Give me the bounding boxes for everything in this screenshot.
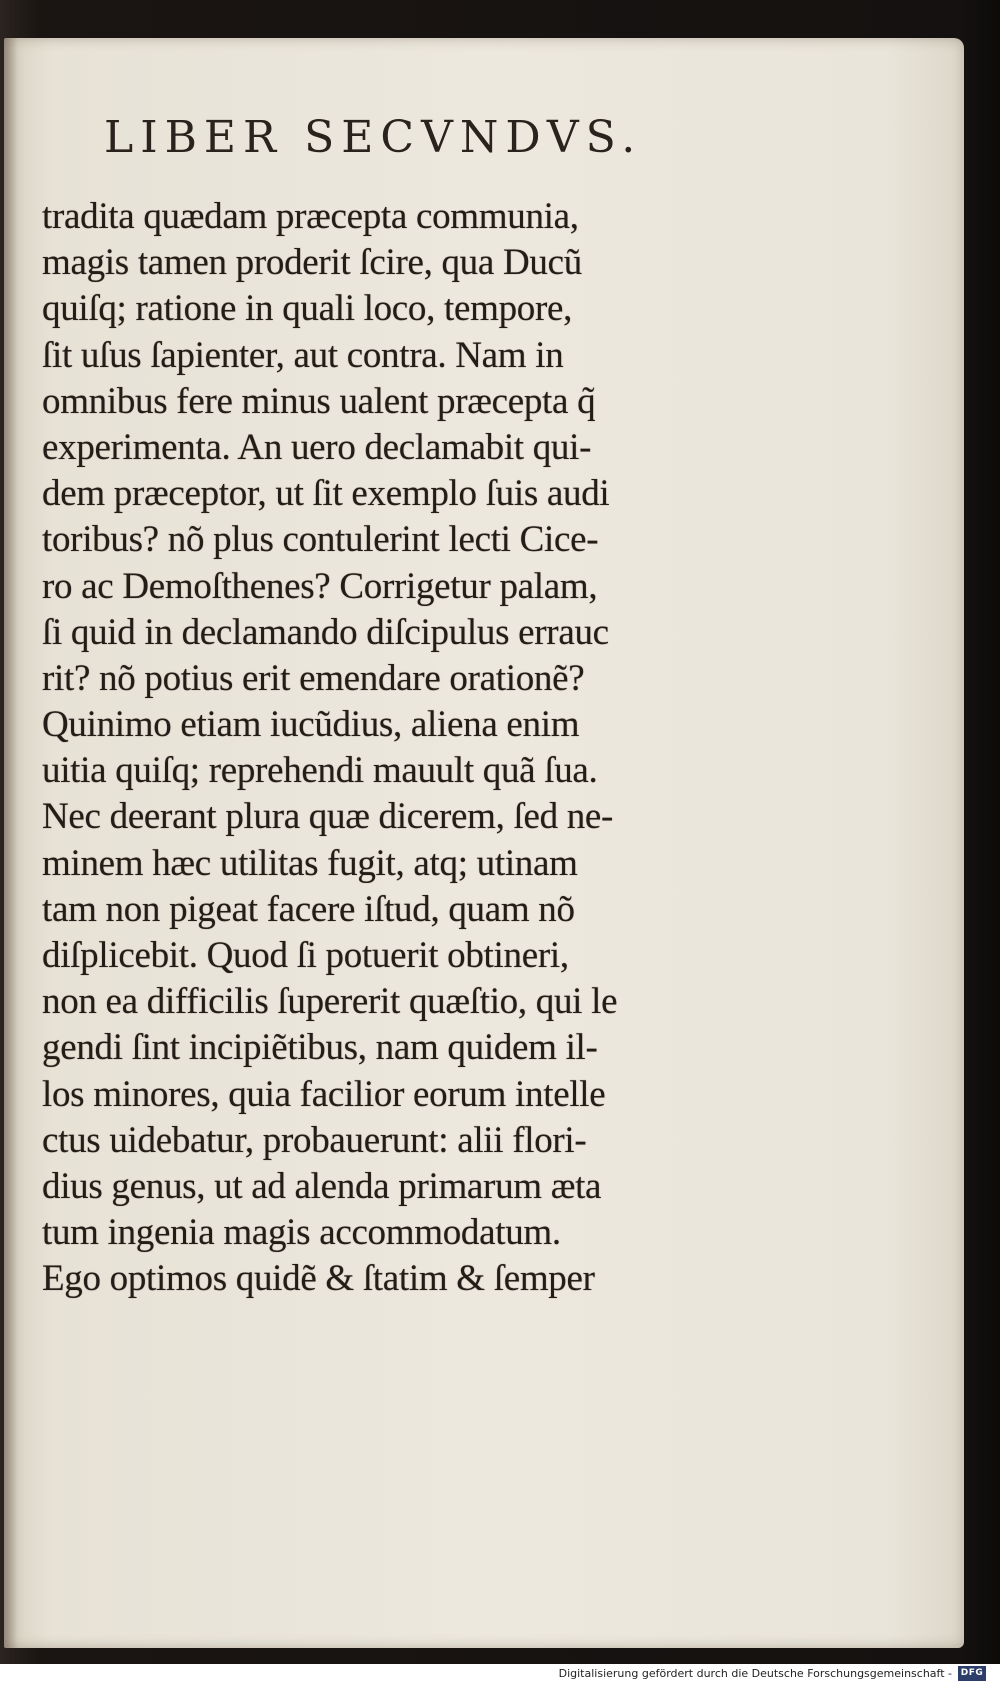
text-line-4: ſit uſus ſapienter, aut contra. Nam in <box>42 334 564 376</box>
text-line-16: tam non pigeat facere iſtud, quam nõ <box>42 888 575 930</box>
text-line-22: dius genus, ut ad alenda primarum æta <box>42 1165 602 1207</box>
digitization-credit: Digitalisierung gefördert durch die Deutsche Forschungsgemeinschaft - <box>558 1667 952 1680</box>
page-gutter-shadow <box>4 38 18 1648</box>
text-line-23: tum ingenia magis accommodatum. <box>42 1212 561 1254</box>
text-line-21: ctus uidebatur, probauerunt: alii flori- <box>42 1119 587 1161</box>
text-line-9: ro ac Demoſthenes? Corrigetur palam, <box>42 565 598 607</box>
text-line-17: diſplicebit. Quod ſi potuerit obtineri, <box>42 935 569 976</box>
text-line-12: Quinimo etiam iucũdius, aliena enim <box>42 704 580 746</box>
text-line-7: dem præceptor, ut ſit exemplo ſuis audi <box>42 473 610 515</box>
text-line-15: minem hæc utilitas fugit, atq; utinam <box>42 842 578 884</box>
text-line-20: los minores, quia facilior eorum intelle <box>42 1073 606 1115</box>
footer-bar <box>0 1664 1000 1684</box>
text-line-14: Nec deerant plura quæ dicerem, ſed ne- <box>42 796 614 838</box>
body-text <box>42 194 682 1303</box>
dfg-logo: DFG <box>958 1666 986 1681</box>
text-line-19: gendi ſint incipiẽtibus, nam quidem il- <box>42 1027 598 1069</box>
text-line-6: experimenta. An uero declamabit qui- <box>42 426 592 468</box>
running-head: LIBER SECVNDVS. <box>104 112 643 163</box>
text-line-11: rit? nõ potius erit emendare orationẽ? <box>42 657 585 699</box>
text-line-5: omnibus fere minus ualent præcepta q̃ <box>42 380 596 422</box>
text-line-18: non ea difficilis ſupererit quæſtio, qui le <box>42 981 618 1023</box>
text-line-8: toribus? nõ plus contulerint lecti Cice- <box>42 519 599 561</box>
text-line-3: quiſq; ratione in quali loco, tempore, <box>42 288 573 330</box>
text-line-1: tradita quædam præcepta communia, <box>42 196 579 237</box>
text-line-2: magis tamen proderit ſcire, qua Ducũ <box>42 242 582 284</box>
text-line-13: uitia quiſq; reprehendi mauult quã ſua. <box>42 750 598 792</box>
text-line-10: ſi quid in declamando diſcipulus errauc <box>42 611 609 653</box>
text-line-24: Ego optimos quidẽ & ſtatim & ſemper <box>42 1258 595 1300</box>
